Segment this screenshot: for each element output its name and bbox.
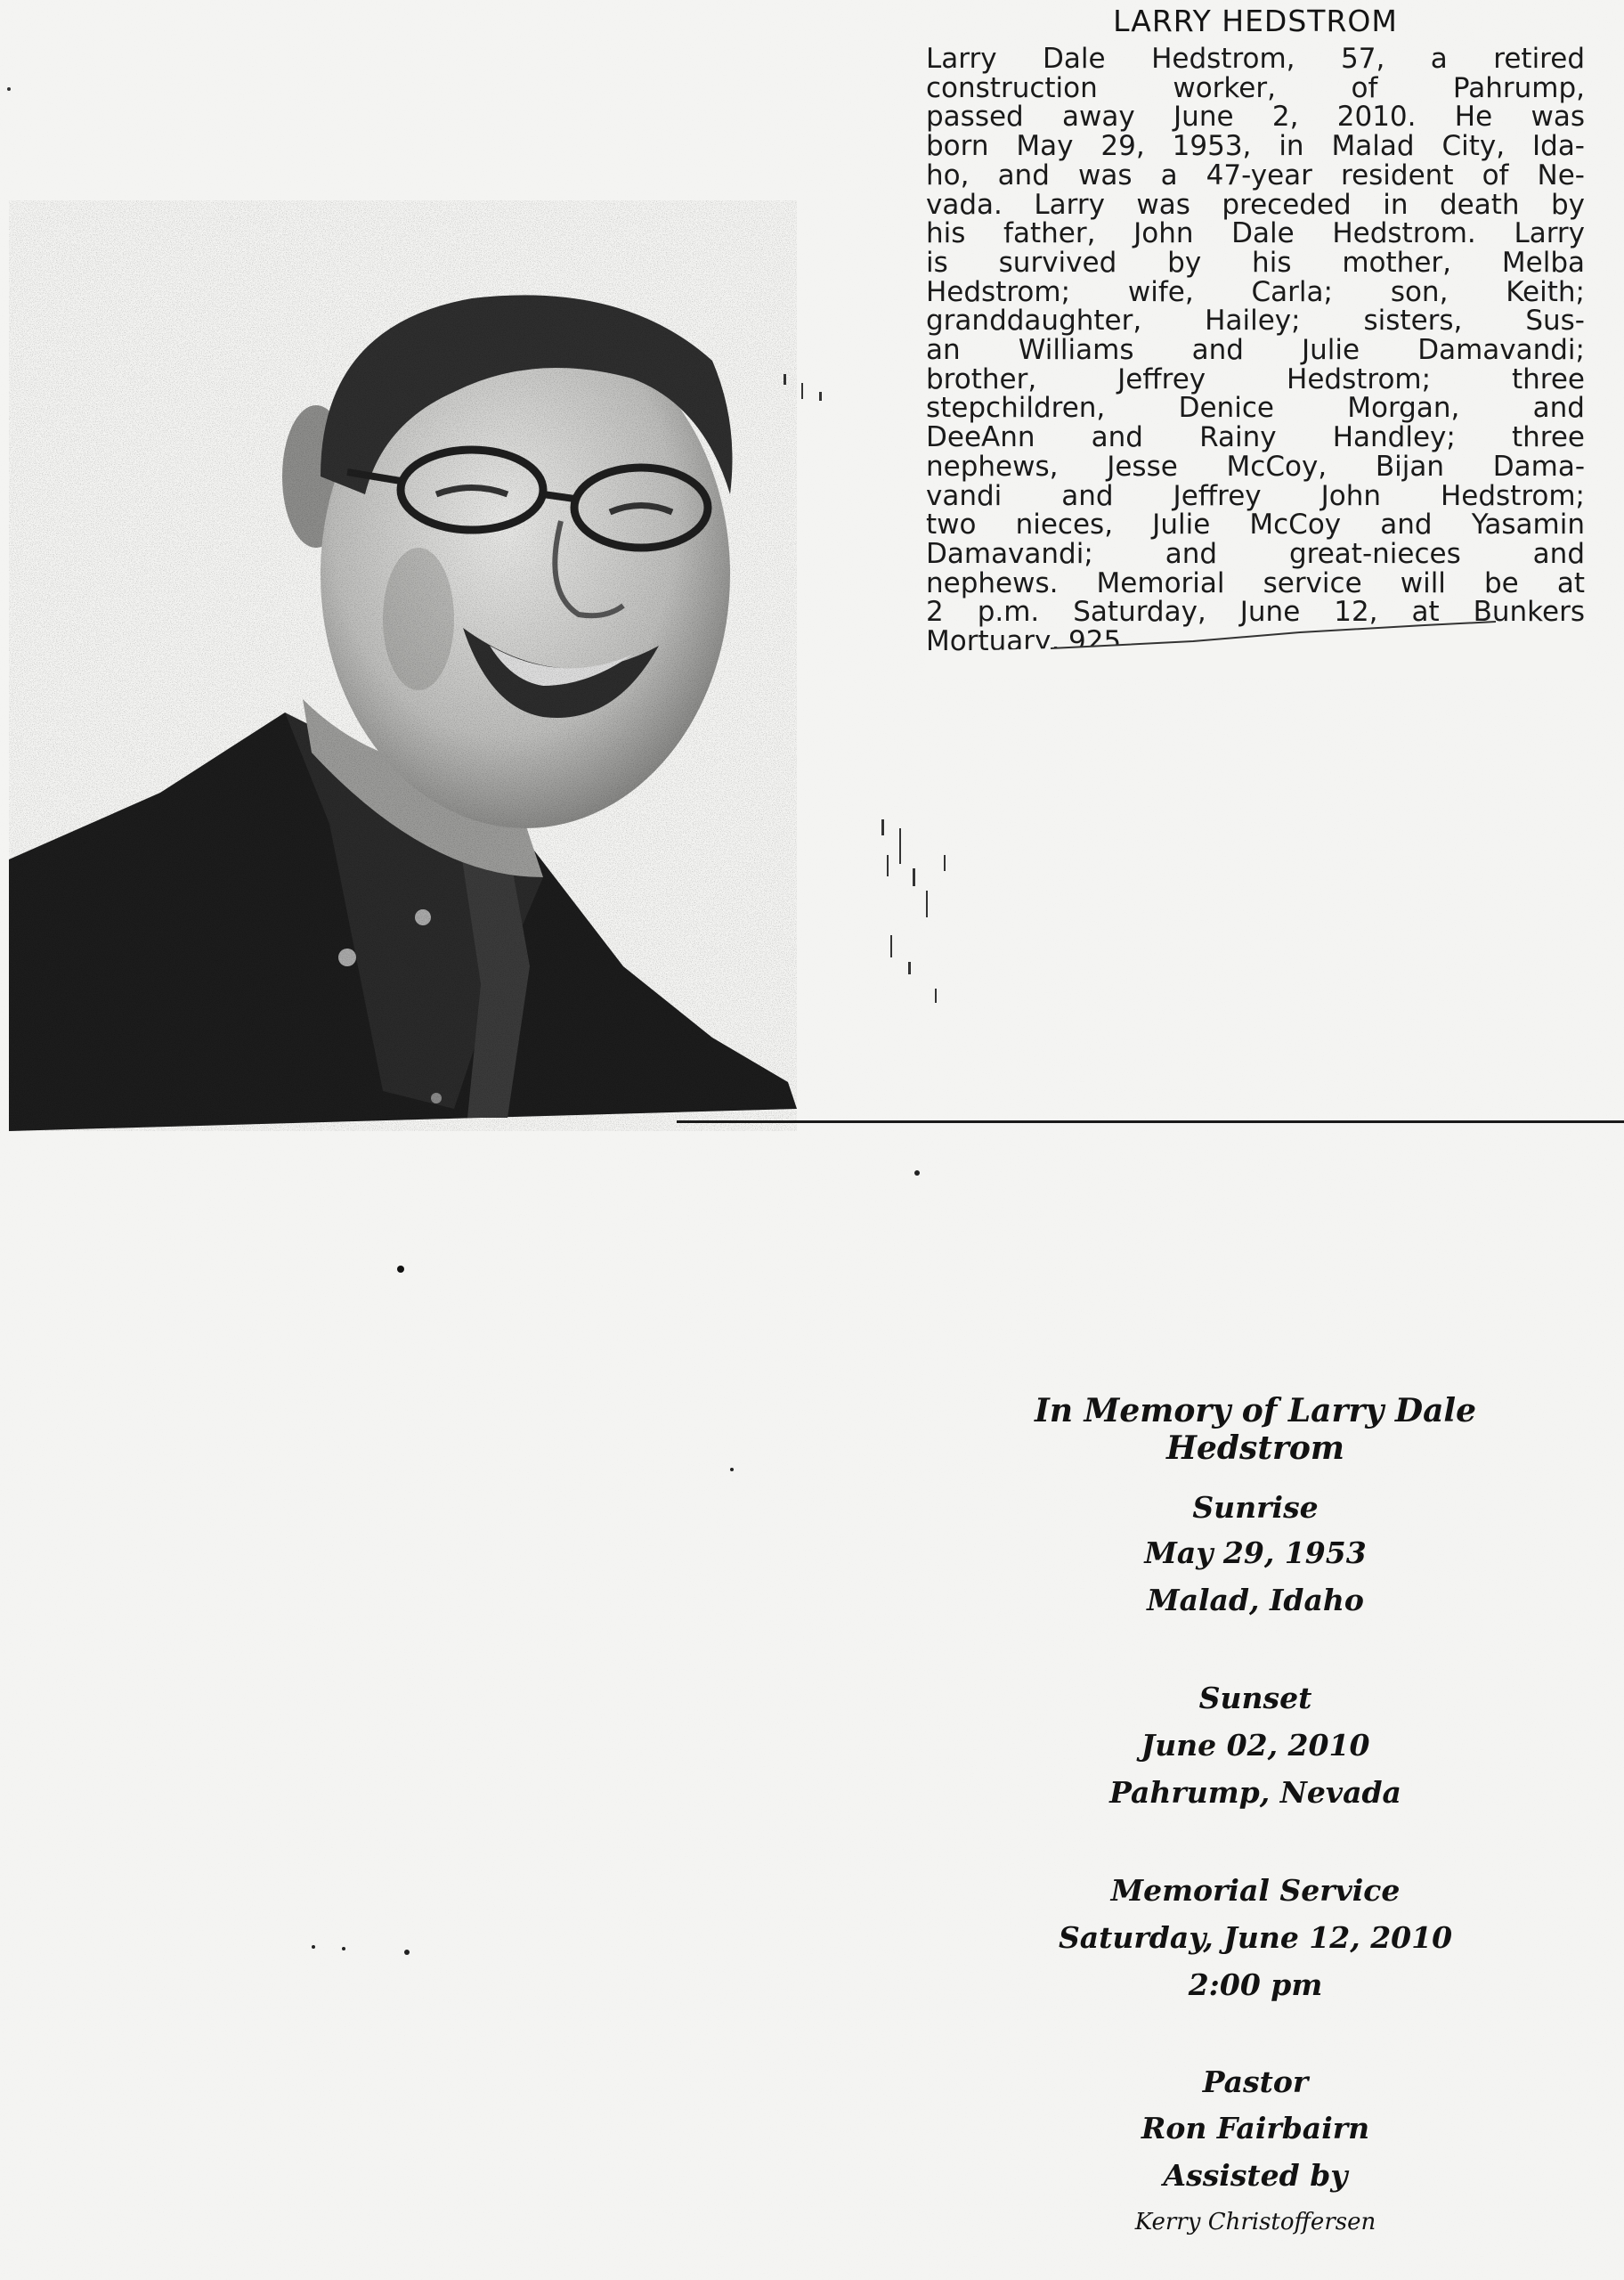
memorial-card (944, 0, 1567, 2280)
obituary-heading: LARRY HEDSTROM (1113, 4, 1398, 38)
obituary-line: is survived by his mother, Melba (926, 246, 1585, 279)
pastor-label: Pastor (1202, 2064, 1309, 2099)
obituary-line: Larry Dale Hedstrom, 57, a retired (926, 43, 1585, 75)
memorial-title: In Memory of Larry Dale Hedstrom (1034, 1392, 1476, 1467)
obituary-line: his father, John Dale Hedstrom. Larry (926, 217, 1585, 250)
portrait-photo (9, 200, 797, 1131)
sunrise-date: May 29, 1953 (1144, 1535, 1367, 1570)
obituary-line: Hedstrom; wife, Carla; son, Keith; (926, 275, 1585, 308)
obituary-line: nephews, Jesse McCoy, Bijan Dama- (926, 450, 1585, 483)
obituary-line: passed away June 2, 2010. He was (926, 101, 1585, 134)
sunrise-place: Malad, Idaho (1147, 1583, 1364, 1617)
obituary-line: Damavandi; and great-nieces and (926, 537, 1585, 570)
service-time: 2:00 pm (1188, 1967, 1323, 2002)
assisted-label: Assisted by (1163, 2158, 1348, 2193)
obituary-line: stepchildren, Denice Morgan, and (926, 392, 1585, 425)
obituary-line: an Williams and Julie Damavandi; (926, 334, 1585, 367)
obituary-line: Mortuary, 925 (926, 625, 1122, 658)
obituary-line: vandi and Jeffrey John Hedstrom; (926, 479, 1585, 512)
obituary-line: vada. Larry was preceded in death by (926, 188, 1585, 221)
service-label: Memorial Service (1110, 1873, 1401, 1908)
service-date: Saturday, June 12, 2010 (1058, 1920, 1453, 1955)
sunrise-label: Sunrise (1192, 1490, 1319, 1525)
obituary-line: two nieces, Julie McCoy and Yasamin (926, 509, 1585, 542)
assistant-name: Kerry Christoffersen (1134, 2209, 1376, 2235)
obituary-line: ho, and was a 47-year resident of Ne- (926, 159, 1585, 191)
obituary-line: 2 p.m. Saturday, June 12, at Bunkers (926, 596, 1585, 629)
obituary-line: brother, Jeffrey Hedstrom; three (926, 362, 1585, 395)
obituary-line: DeeAnn and Rainy Handley; three (926, 421, 1585, 454)
obituary-line: granddaughter, Hailey; sisters, Sus- (926, 305, 1585, 338)
obituary-line: nephews. Memorial service will be at (926, 566, 1585, 599)
obituary-line: born May 29, 1953, in Malad City, Ida- (926, 130, 1585, 163)
obituary-line: construction worker, of Pahrump, (926, 71, 1585, 104)
sunset-label: Sunset (1198, 1681, 1312, 1715)
sunset-date: June 02, 2010 (1141, 1728, 1370, 1763)
sunset-place: Pahrump, Nevada (1109, 1775, 1401, 1810)
pastor-name: Ron Fairbairn (1141, 2111, 1370, 2146)
